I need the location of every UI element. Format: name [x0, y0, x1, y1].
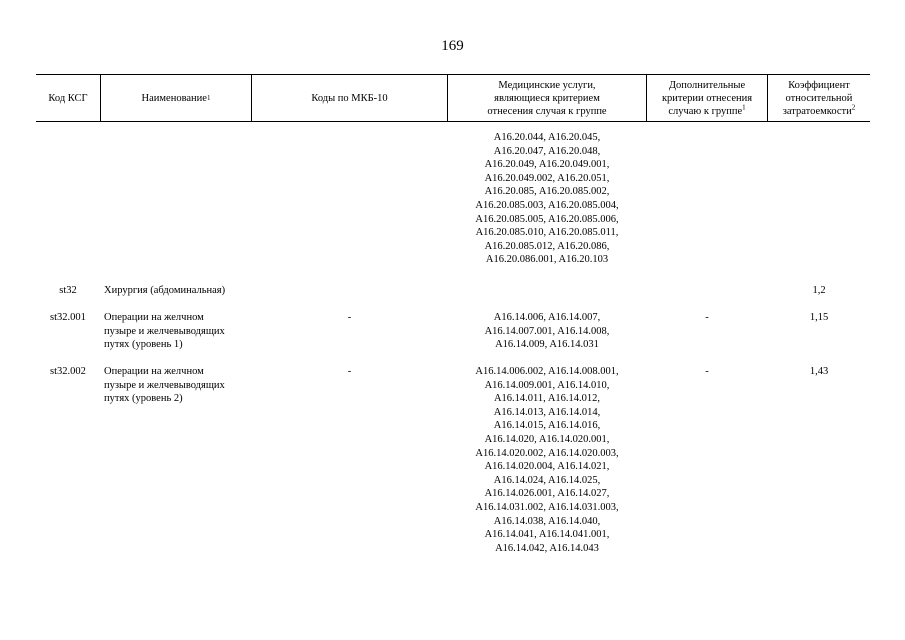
row-st32-001-code: st32.001	[50, 312, 86, 323]
row-st32-002-mkb: -	[347, 366, 352, 377]
row-st32-001-coef: 1,15	[809, 312, 829, 323]
row-st32-002-name: Операции на желчном пузыре и желчевыводящих путях (уровень 2)	[104, 366, 225, 405]
row-st32-002-coef: 1,43	[809, 366, 829, 377]
row-st32-001-services: A16.14.006, A16.14.007, A16.14.007.001, A16.14.008, A16.14.009, A16.14.031	[484, 312, 610, 351]
row-st32-002-code: st32.002	[50, 366, 86, 377]
row-st32-001-name: Операции на желчном пузыре и желчевыводящих путях (уровень 1)	[104, 312, 225, 351]
row-st32-002-criteria: -	[705, 366, 709, 377]
row-st32-001-criteria: -	[705, 312, 709, 323]
header-services: Медицинские услуги, являющиеся критерием отнесения случая к группе	[448, 75, 647, 121]
table-header	[36, 74, 870, 122]
header-criteria: Дополнительные критерии отнесения случаю к группе$^1$	[647, 75, 768, 121]
row-st32-002-services: A16.14.006.002, A16.14.008.001, A16.14.009.001, A16.14.010, A16.14.011, A16.14.012, A16.14.013, A16.14.014, A16.14.015, A16.14.016, A16.14.020, A16.14.020.001, A16.14.020.002, A16.14.020.003, A16.14.020.004, A16.14.021, A16.14.024, A16.14.025, A16.14.026.001, A16.14.027, A16.14.031.002, A16.14.031.003, A16.14.038, A16.14.040, A16.14.041, A16.14.041.001, A16.14.042, A16.14.043	[475, 366, 619, 554]
row-st32-code: st32	[59, 285, 77, 296]
header-name: Наименование 1	[101, 75, 252, 121]
continuation-services: A16.20.044, A16.20.045, A16.20.047, A16.20.048, A16.20.049, A16.20.049.001, A16.20.049.002, A16.20.051, A16.20.085, A16.20.085.002, A16.20.085.003, A16.20.085.004, A16.20.085.005, A16.20.085.006, A16.20.085.010, A16.20.085.011, A16.20.085.012, A16.20.086, A16.20.086.001, A16.20.103	[475, 132, 619, 266]
row-st32-001-mkb: -	[347, 312, 352, 323]
row-st32-coef: 1,2	[812, 285, 826, 296]
header-coef: Коэффициент относительной затратоемкости$^2$	[782, 79, 856, 117]
row-st32-name: Хирургия (абдоминальная)	[104, 285, 226, 296]
header-mkb: Коды по МКБ-10	[252, 75, 448, 121]
page-number: 169	[441, 38, 464, 54]
header-code: Код КСГ	[36, 75, 101, 121]
